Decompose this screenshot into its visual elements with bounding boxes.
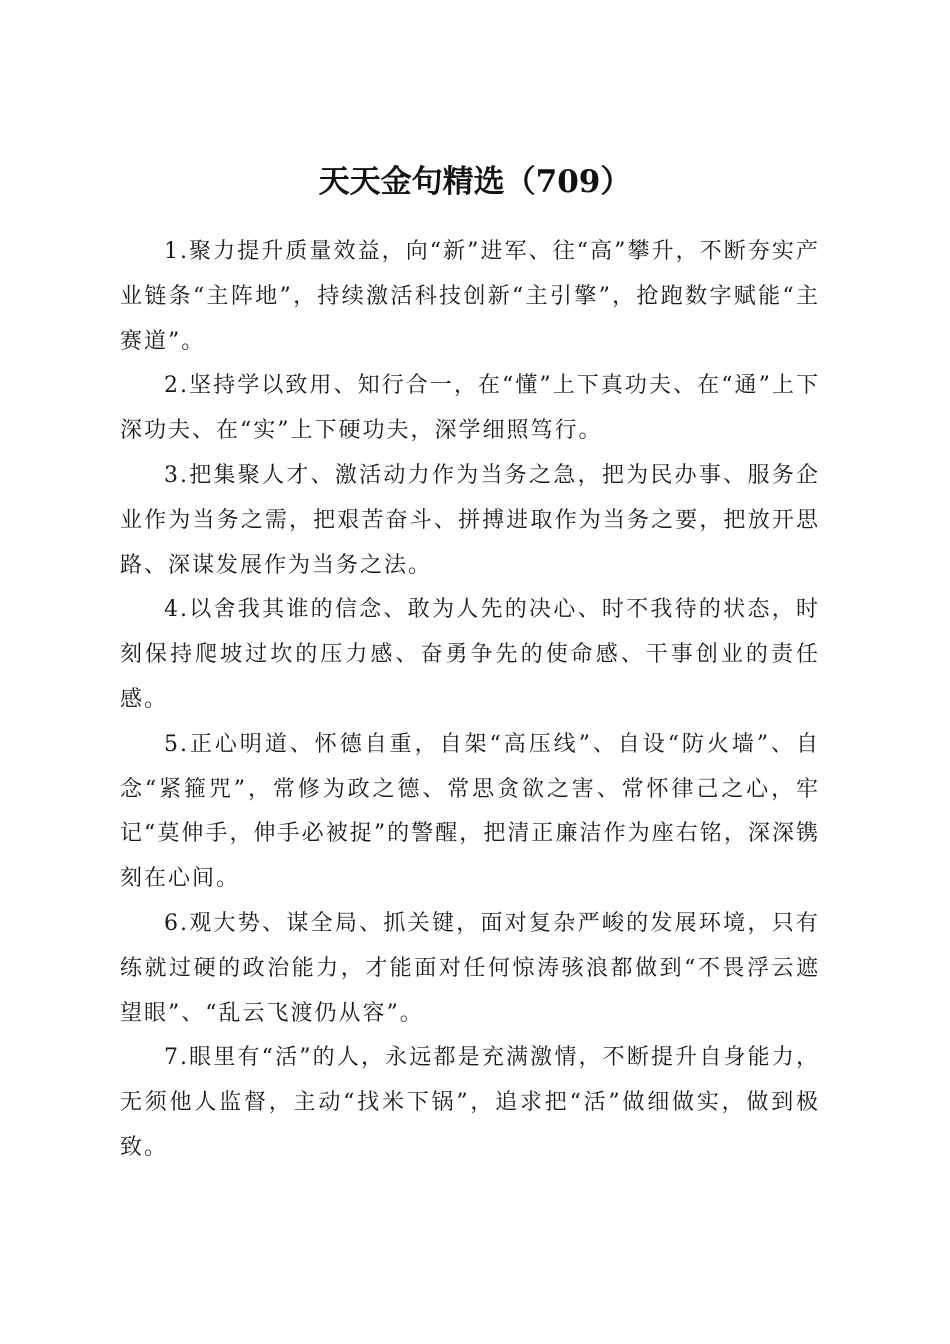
paragraph-6: 6.观大势、谋全局、抓关键，面对复杂严峻的发展环境，只有练就过硬的政治能力，才能面对任何惊涛骇浪都做到“不畏浮云遮望眼”、“乱云飞渡仍从容”。 [120,910,820,1026]
paragraph-5: 5.正心明道、怀德自重，自架“高压线”、自设“防火墙”、自念“紧箍咒”，常修为政之德、常思贪欲之害、常怀律己之心，牢记“莫伸手，伸手必被捉”的警醒，把清正廉洁作为座右铭，深深镌刻在心间。 [120,731,820,892]
paragraph-3: 3.把集聚人才、激活动力作为当务之急，把为民办事、服务企业作为当务之需，把艰苦奋斗、拼搏进取作为当务之要，把放开思路、深谋发展作为当务之法。 [120,462,820,578]
page-title: 天天金句精选（709） [318,163,632,200]
paragraph-2: 2.坚持学以致用、知行合一，在“懂”上下真功夫、在“通”上下深功夫、在“实”上下硬功夫，深学细照笃行。 [120,373,820,444]
paragraph-7: 7.眼里有“活”的人，永远都是充满激情，不断提升自身能力，无须他人监督，主动“找米下锅”，追求把“活”做细做实，做到极致。 [120,1045,820,1160]
paragraph-1: 1.聚力提升质量效益，向“新”进军、往“高”攀升，不断夯实产业链条“主阵地”，持续激活科技创新“主引擎”，抢跑数字赋能“主赛道”。 [120,239,820,354]
document-body [120,230,820,1171]
paragraph-4: 4.以舍我其谁的信念、敢为人先的决心、时不我待的状态，时刻保持爬坡过坎的压力感、奋勇争先的使命感、干事创业的责任感。 [120,597,820,712]
